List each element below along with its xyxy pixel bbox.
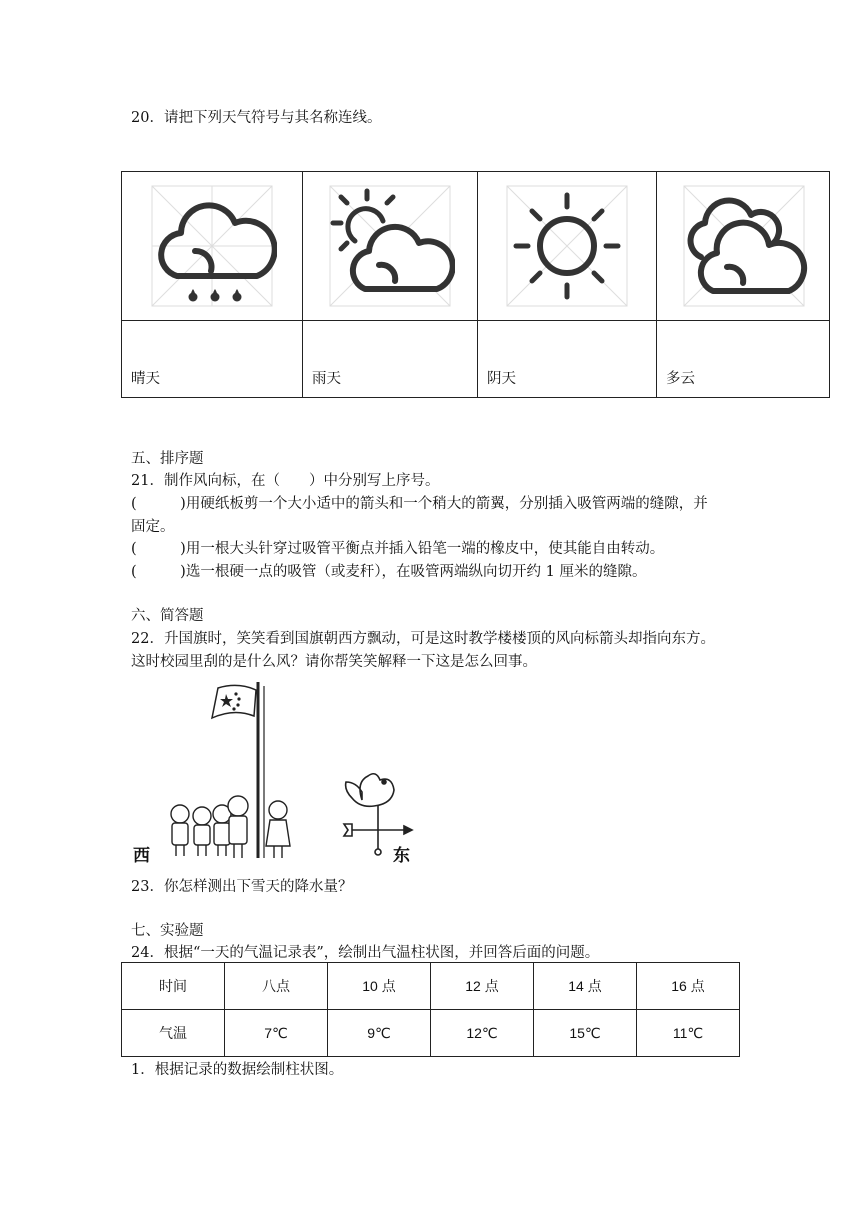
double-cloud-icon [657, 172, 831, 320]
step-1-continuation: 固定。 [131, 519, 175, 535]
time-cell: 八点 [225, 963, 328, 1010]
section-6-title: 六、简答题 [131, 608, 204, 624]
rain-cloud-icon [122, 172, 302, 320]
step-1: ( )用硬纸板剪一个大小适中的箭头和一个稍大的箭翼，分别插入吸管两端的缝隙，并 [131, 496, 708, 512]
time-cell: 16 点 [637, 963, 740, 1010]
temperature-cell: 7℃ [225, 1010, 328, 1057]
weather-cell-1 [122, 172, 302, 397]
section-7-title: 七、实验题 [131, 923, 204, 939]
weather-label-overcast: 阴天 [487, 371, 516, 387]
weather-cell-2 [302, 172, 477, 397]
temperature-cell: 11℃ [637, 1010, 740, 1057]
time-cell: 10 点 [328, 963, 431, 1010]
table-row [122, 1010, 740, 1057]
section-5-title: 五、排序题 [131, 451, 204, 467]
temperature-cell: 12℃ [431, 1010, 534, 1057]
sun-icon [478, 172, 656, 320]
table-row [122, 963, 740, 1010]
question-21: 21．制作风向标，在（ ）中分别写上序号。 [131, 473, 440, 489]
weather-cell-3 [477, 172, 656, 397]
east-label: 东 [393, 846, 410, 865]
step-3: ( )选一根硬一点的吸管（或麦秆），在吸管两端纵向切开约 1 厘米的缝隙。 [131, 564, 647, 580]
step-2: ( )用一根大头针穿过吸管平衡点并插入铅笔一端的橡皮中，使其能自由转动。 [131, 541, 665, 557]
time-header-cell: 时间 [122, 963, 225, 1010]
time-cell: 12 点 [431, 963, 534, 1010]
weather-label-rainy: 雨天 [312, 371, 341, 387]
sub-question-1: 1．根据记录的数据绘制柱状图。 [131, 1062, 344, 1078]
temperature-header-cell: 气温 [122, 1010, 225, 1057]
question-23: 23．你怎样测出下雪天的降水量？ [131, 879, 353, 895]
weather-symbol-table [121, 171, 830, 398]
weather-label-sunny: 晴天 [131, 371, 160, 387]
temperature-cell: 15℃ [534, 1010, 637, 1057]
west-label: 西 [133, 846, 150, 865]
flag-raising-illustration [130, 678, 420, 866]
temperature-cell: 9℃ [328, 1010, 431, 1057]
question-22-line1: 22．升国旗时，笑笑看到国旗朝西方飘动，可是这时教学楼楼顶的风向标箭头却指向东方。 [131, 631, 715, 647]
sun-behind-cloud-icon [303, 172, 477, 320]
question-20: 20．请把下列天气符号与其名称连线。 [131, 110, 382, 126]
question-24: 24．根据“一天的气温记录表”，绘制出气温柱状图，并回答后面的问题。 [131, 945, 600, 961]
question-22-line2: 这时校园里刮的是什么风？请你帮笑笑解释一下这是怎么回事。 [131, 654, 537, 670]
time-cell: 14 点 [534, 963, 637, 1010]
temperature-record-table [121, 962, 740, 1057]
weather-cell-4 [656, 172, 831, 397]
weather-label-cloudy: 多云 [666, 371, 695, 387]
